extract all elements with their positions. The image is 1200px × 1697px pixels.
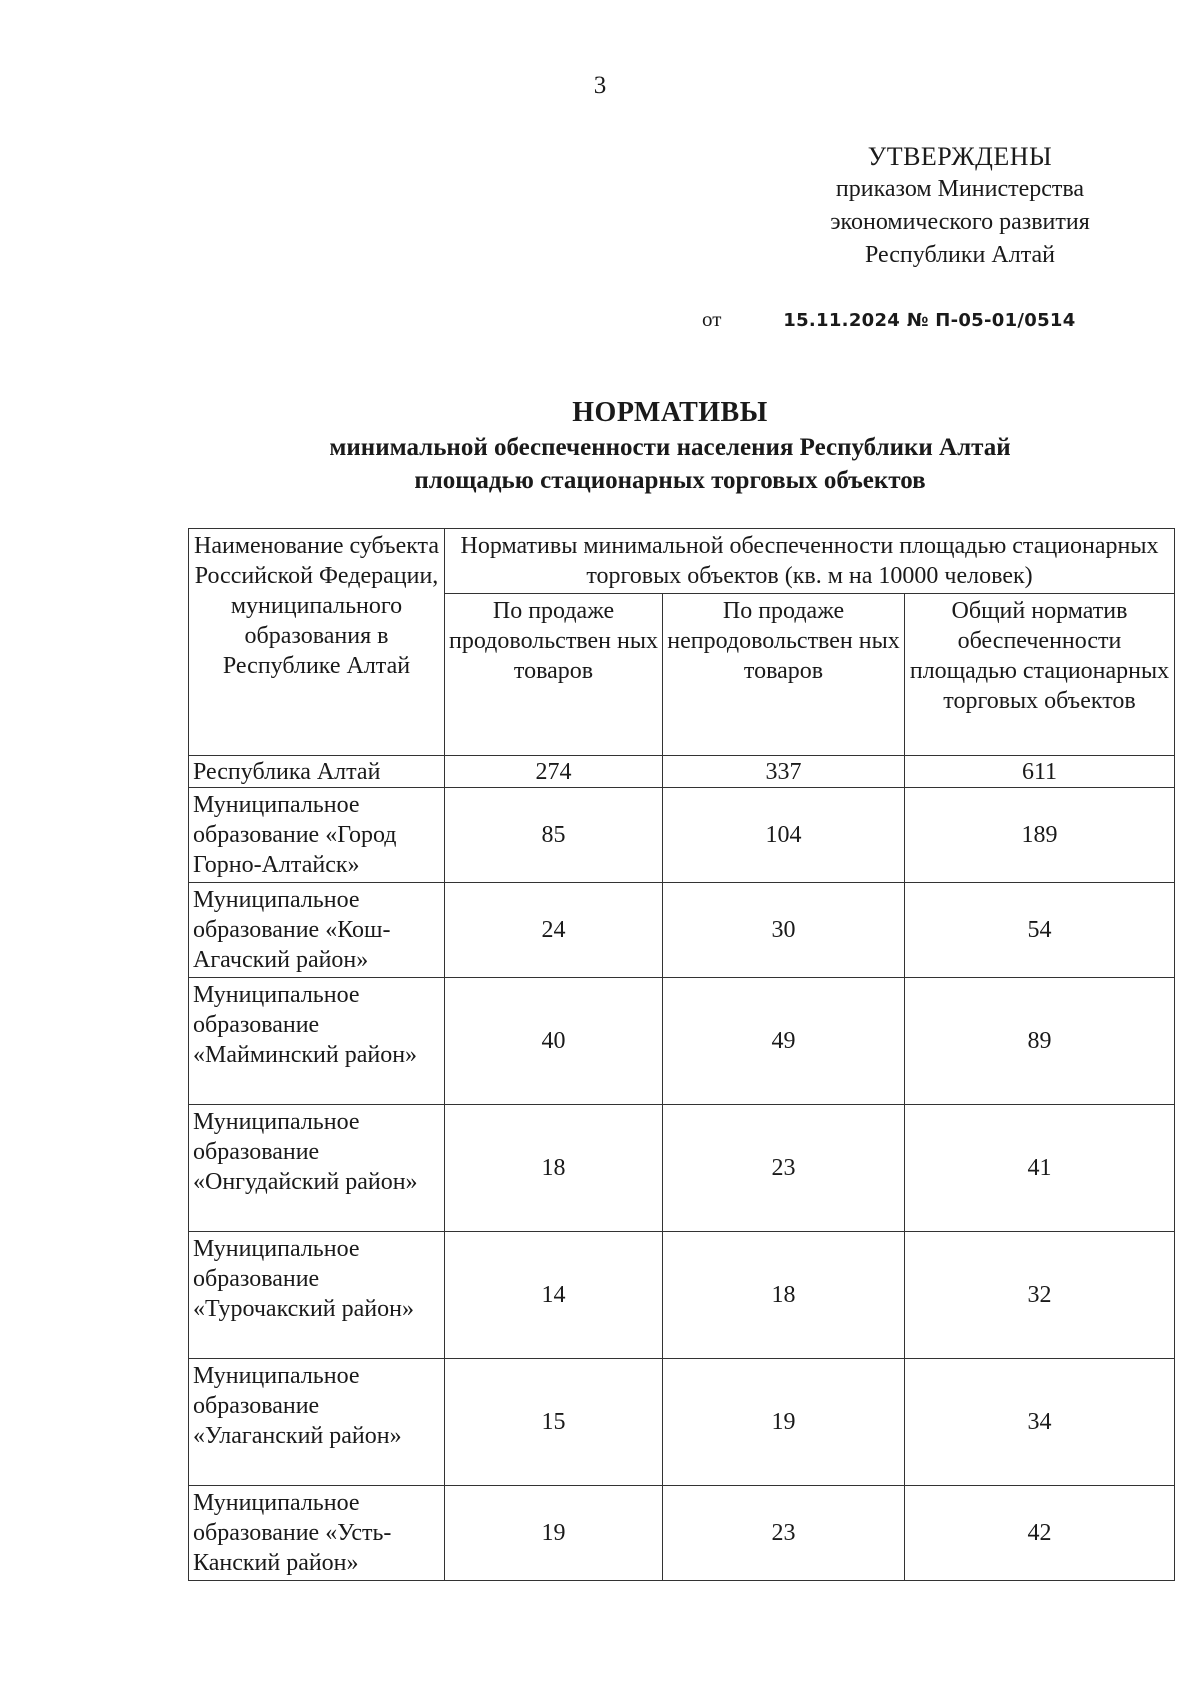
row-nonfood-value: 104 xyxy=(663,788,905,883)
row-food-value: 40 xyxy=(445,978,663,1105)
table-row xyxy=(189,1105,1175,1232)
header-food-column: По продаже продовольствен ных товаров xyxy=(445,594,663,756)
row-name: Муниципальное образование «Усть-Канский район» xyxy=(189,1486,445,1581)
page-number: 3 xyxy=(593,72,607,99)
row-food-value: 18 xyxy=(445,1105,663,1232)
row-nonfood-value: 23 xyxy=(663,1486,905,1581)
row-nonfood-value: 30 xyxy=(663,883,905,978)
row-total-value: 34 xyxy=(905,1359,1175,1486)
row-nonfood-value: 49 xyxy=(663,978,905,1105)
row-food-value: 274 xyxy=(445,756,663,788)
header-norms-group: Нормативы минимальной обеспеченности площадью стационарных торговых объектов (кв. м на 10000 человек) xyxy=(445,529,1175,594)
table-row xyxy=(189,978,1175,1105)
approval-block xyxy=(760,140,1160,272)
table-row xyxy=(189,1486,1175,1581)
approval-line-1: приказом Министерства xyxy=(835,176,1085,202)
table-header-row xyxy=(189,529,1175,594)
row-name: Республика Алтай xyxy=(189,756,445,788)
approval-line-2: экономического развития xyxy=(830,209,1090,235)
row-food-value: 19 xyxy=(445,1486,663,1581)
document-title: НОРМАТИВЫ xyxy=(572,397,768,428)
row-name: Муниципальное образование «Кош-Агачский район» xyxy=(189,883,445,978)
row-name: Муниципальное образование «Майминский район» xyxy=(189,978,445,1105)
approval-title: УТВЕРЖДЕНЫ xyxy=(867,142,1053,171)
document-subtitle-line-1: минимальной обеспеченности населения Республики Алтай xyxy=(329,434,1011,461)
table-row xyxy=(189,883,1175,978)
row-total-value: 42 xyxy=(905,1486,1175,1581)
table-row xyxy=(189,756,1175,788)
table-row xyxy=(189,1359,1175,1486)
row-total-value: 41 xyxy=(905,1105,1175,1232)
document-subtitle-line-2: площадью стационарных торговых объектов xyxy=(414,467,926,494)
header-name-column: Наименование субъекта Российской Федерации, муниципального образования в Республике Алтай xyxy=(189,529,445,756)
row-total-value: 32 xyxy=(905,1232,1175,1359)
table-row xyxy=(189,1232,1175,1359)
order-reference xyxy=(702,307,1076,332)
approval-line-3: Республики Алтай xyxy=(865,242,1055,268)
order-from-label: от xyxy=(702,307,722,331)
row-total-value: 189 xyxy=(905,788,1175,883)
row-name: Муниципальное образование «Город Горно-Алтайск» xyxy=(189,788,445,883)
norms-table xyxy=(188,528,1175,1581)
row-nonfood-value: 23 xyxy=(663,1105,905,1232)
norms-table-wrapper xyxy=(188,528,1174,1581)
document-heading xyxy=(0,396,1200,497)
row-total-value: 89 xyxy=(905,978,1175,1105)
row-name: Муниципальное образование «Турочакский район» xyxy=(189,1232,445,1359)
header-nonfood-column: По продаже непродовольствен ных товаров xyxy=(663,594,905,756)
row-total-value: 54 xyxy=(905,883,1175,978)
table-row xyxy=(189,788,1175,883)
row-name: Муниципальное образование «Улаганский район» xyxy=(189,1359,445,1486)
header-total-column: Общий норматив обеспеченности площадью стационарных торговых объектов xyxy=(905,594,1175,756)
row-food-value: 14 xyxy=(445,1232,663,1359)
row-food-value: 85 xyxy=(445,788,663,883)
row-nonfood-value: 337 xyxy=(663,756,905,788)
row-food-value: 24 xyxy=(445,883,663,978)
row-nonfood-value: 18 xyxy=(663,1232,905,1359)
row-food-value: 15 xyxy=(445,1359,663,1486)
row-name: Муниципальное образование «Онгудайский район» xyxy=(189,1105,445,1232)
order-number: 15.11.2024 № П-05-01/0514 xyxy=(783,310,1076,331)
row-total-value: 611 xyxy=(905,756,1175,788)
row-nonfood-value: 19 xyxy=(663,1359,905,1486)
